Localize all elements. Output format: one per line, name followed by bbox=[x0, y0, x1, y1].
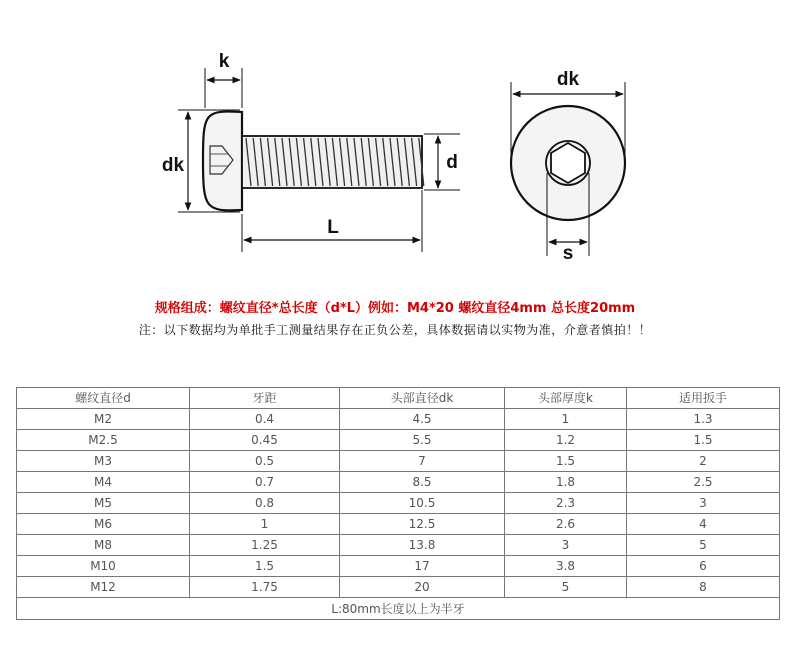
table-cell: 7 bbox=[340, 451, 505, 472]
header-wrench: 适用扳手 bbox=[627, 388, 780, 409]
table-cell: 0.7 bbox=[190, 472, 340, 493]
table-cell: M3 bbox=[17, 451, 190, 472]
table-cell: M6 bbox=[17, 514, 190, 535]
table-cell: 1.5 bbox=[627, 430, 780, 451]
table-cell: M10 bbox=[17, 556, 190, 577]
k-label: k bbox=[218, 51, 230, 72]
table-body bbox=[17, 409, 780, 598]
s-label: s bbox=[562, 243, 574, 264]
table-row bbox=[17, 556, 780, 577]
table-cell: 1.3 bbox=[627, 409, 780, 430]
d-label: d bbox=[446, 152, 458, 173]
table-cell: M5 bbox=[17, 493, 190, 514]
table-cell: 3 bbox=[505, 535, 627, 556]
table-cell: 5.5 bbox=[340, 430, 505, 451]
table-cell: 3 bbox=[627, 493, 780, 514]
table-cell: 0.45 bbox=[190, 430, 340, 451]
table-row bbox=[17, 577, 780, 598]
table-cell: 0.8 bbox=[190, 493, 340, 514]
table-cell: 20 bbox=[340, 577, 505, 598]
table-cell: M2.5 bbox=[17, 430, 190, 451]
spec-table bbox=[16, 387, 780, 620]
table-cell: 5 bbox=[627, 535, 780, 556]
table-row bbox=[17, 430, 780, 451]
header-thread-diameter: 螺纹直径d bbox=[17, 388, 190, 409]
table-cell: 2 bbox=[627, 451, 780, 472]
table-cell: 1.8 bbox=[505, 472, 627, 493]
table-header-row bbox=[17, 388, 780, 409]
screw-side-view bbox=[162, 51, 460, 252]
table-row bbox=[17, 472, 780, 493]
table-row bbox=[17, 514, 780, 535]
table-cell: 10.5 bbox=[340, 493, 505, 514]
table-cell: M12 bbox=[17, 577, 190, 598]
table-row bbox=[17, 451, 780, 472]
screw-dimension-diagram bbox=[0, 0, 790, 290]
table-row bbox=[17, 409, 780, 430]
table-cell: 2.3 bbox=[505, 493, 627, 514]
table-cell: M4 bbox=[17, 472, 190, 493]
table-cell: 0.5 bbox=[190, 451, 340, 472]
measurement-note-text: 注：以下数据均为单批手工测量结果存在正负公差，具体数据请以实物为准，介意者慎拍！！ bbox=[138, 323, 652, 337]
table-cell: 1.5 bbox=[505, 451, 627, 472]
table-cell: 12.5 bbox=[340, 514, 505, 535]
table-footer-note: L:80mm长度以上为半牙 bbox=[17, 598, 780, 620]
table-cell: 2.5 bbox=[627, 472, 780, 493]
table-cell: 8 bbox=[627, 577, 780, 598]
table-cell: M2 bbox=[17, 409, 190, 430]
hex-socket-top-icon bbox=[551, 143, 585, 183]
table-cell: 3.8 bbox=[505, 556, 627, 577]
screw-top-view bbox=[511, 69, 625, 264]
table-cell: 6 bbox=[627, 556, 780, 577]
table-cell: 1.25 bbox=[190, 535, 340, 556]
table-cell: 13.8 bbox=[340, 535, 505, 556]
header-head-diameter: 头部直径dk bbox=[340, 388, 505, 409]
table-cell: 17 bbox=[340, 556, 505, 577]
table-cell: 8.5 bbox=[340, 472, 505, 493]
dk-top-label: dk bbox=[556, 69, 580, 90]
table-cell: 1 bbox=[505, 409, 627, 430]
table-cell: 5 bbox=[505, 577, 627, 598]
spec-formula-text: 规格组成：螺纹直径*总长度（d*L）例如：M4*20 螺纹直径4mm 总长度20mm bbox=[154, 301, 636, 316]
table-footer-row bbox=[17, 598, 780, 620]
header-pitch: 牙距 bbox=[190, 388, 340, 409]
table-cell: M8 bbox=[17, 535, 190, 556]
table-cell: 1.75 bbox=[190, 577, 340, 598]
L-label: L bbox=[327, 217, 339, 238]
table-cell: 4 bbox=[627, 514, 780, 535]
table-cell: 1 bbox=[190, 514, 340, 535]
table-cell: 0.4 bbox=[190, 409, 340, 430]
table-row bbox=[17, 535, 780, 556]
table-cell: 4.5 bbox=[340, 409, 505, 430]
table-cell: 1.2 bbox=[505, 430, 627, 451]
table-cell: 1.5 bbox=[190, 556, 340, 577]
table-row bbox=[17, 493, 780, 514]
dk-side-label: dk bbox=[161, 155, 185, 176]
screw-head bbox=[203, 112, 242, 211]
table-cell: 2.6 bbox=[505, 514, 627, 535]
header-head-thickness: 头部厚度k bbox=[505, 388, 627, 409]
